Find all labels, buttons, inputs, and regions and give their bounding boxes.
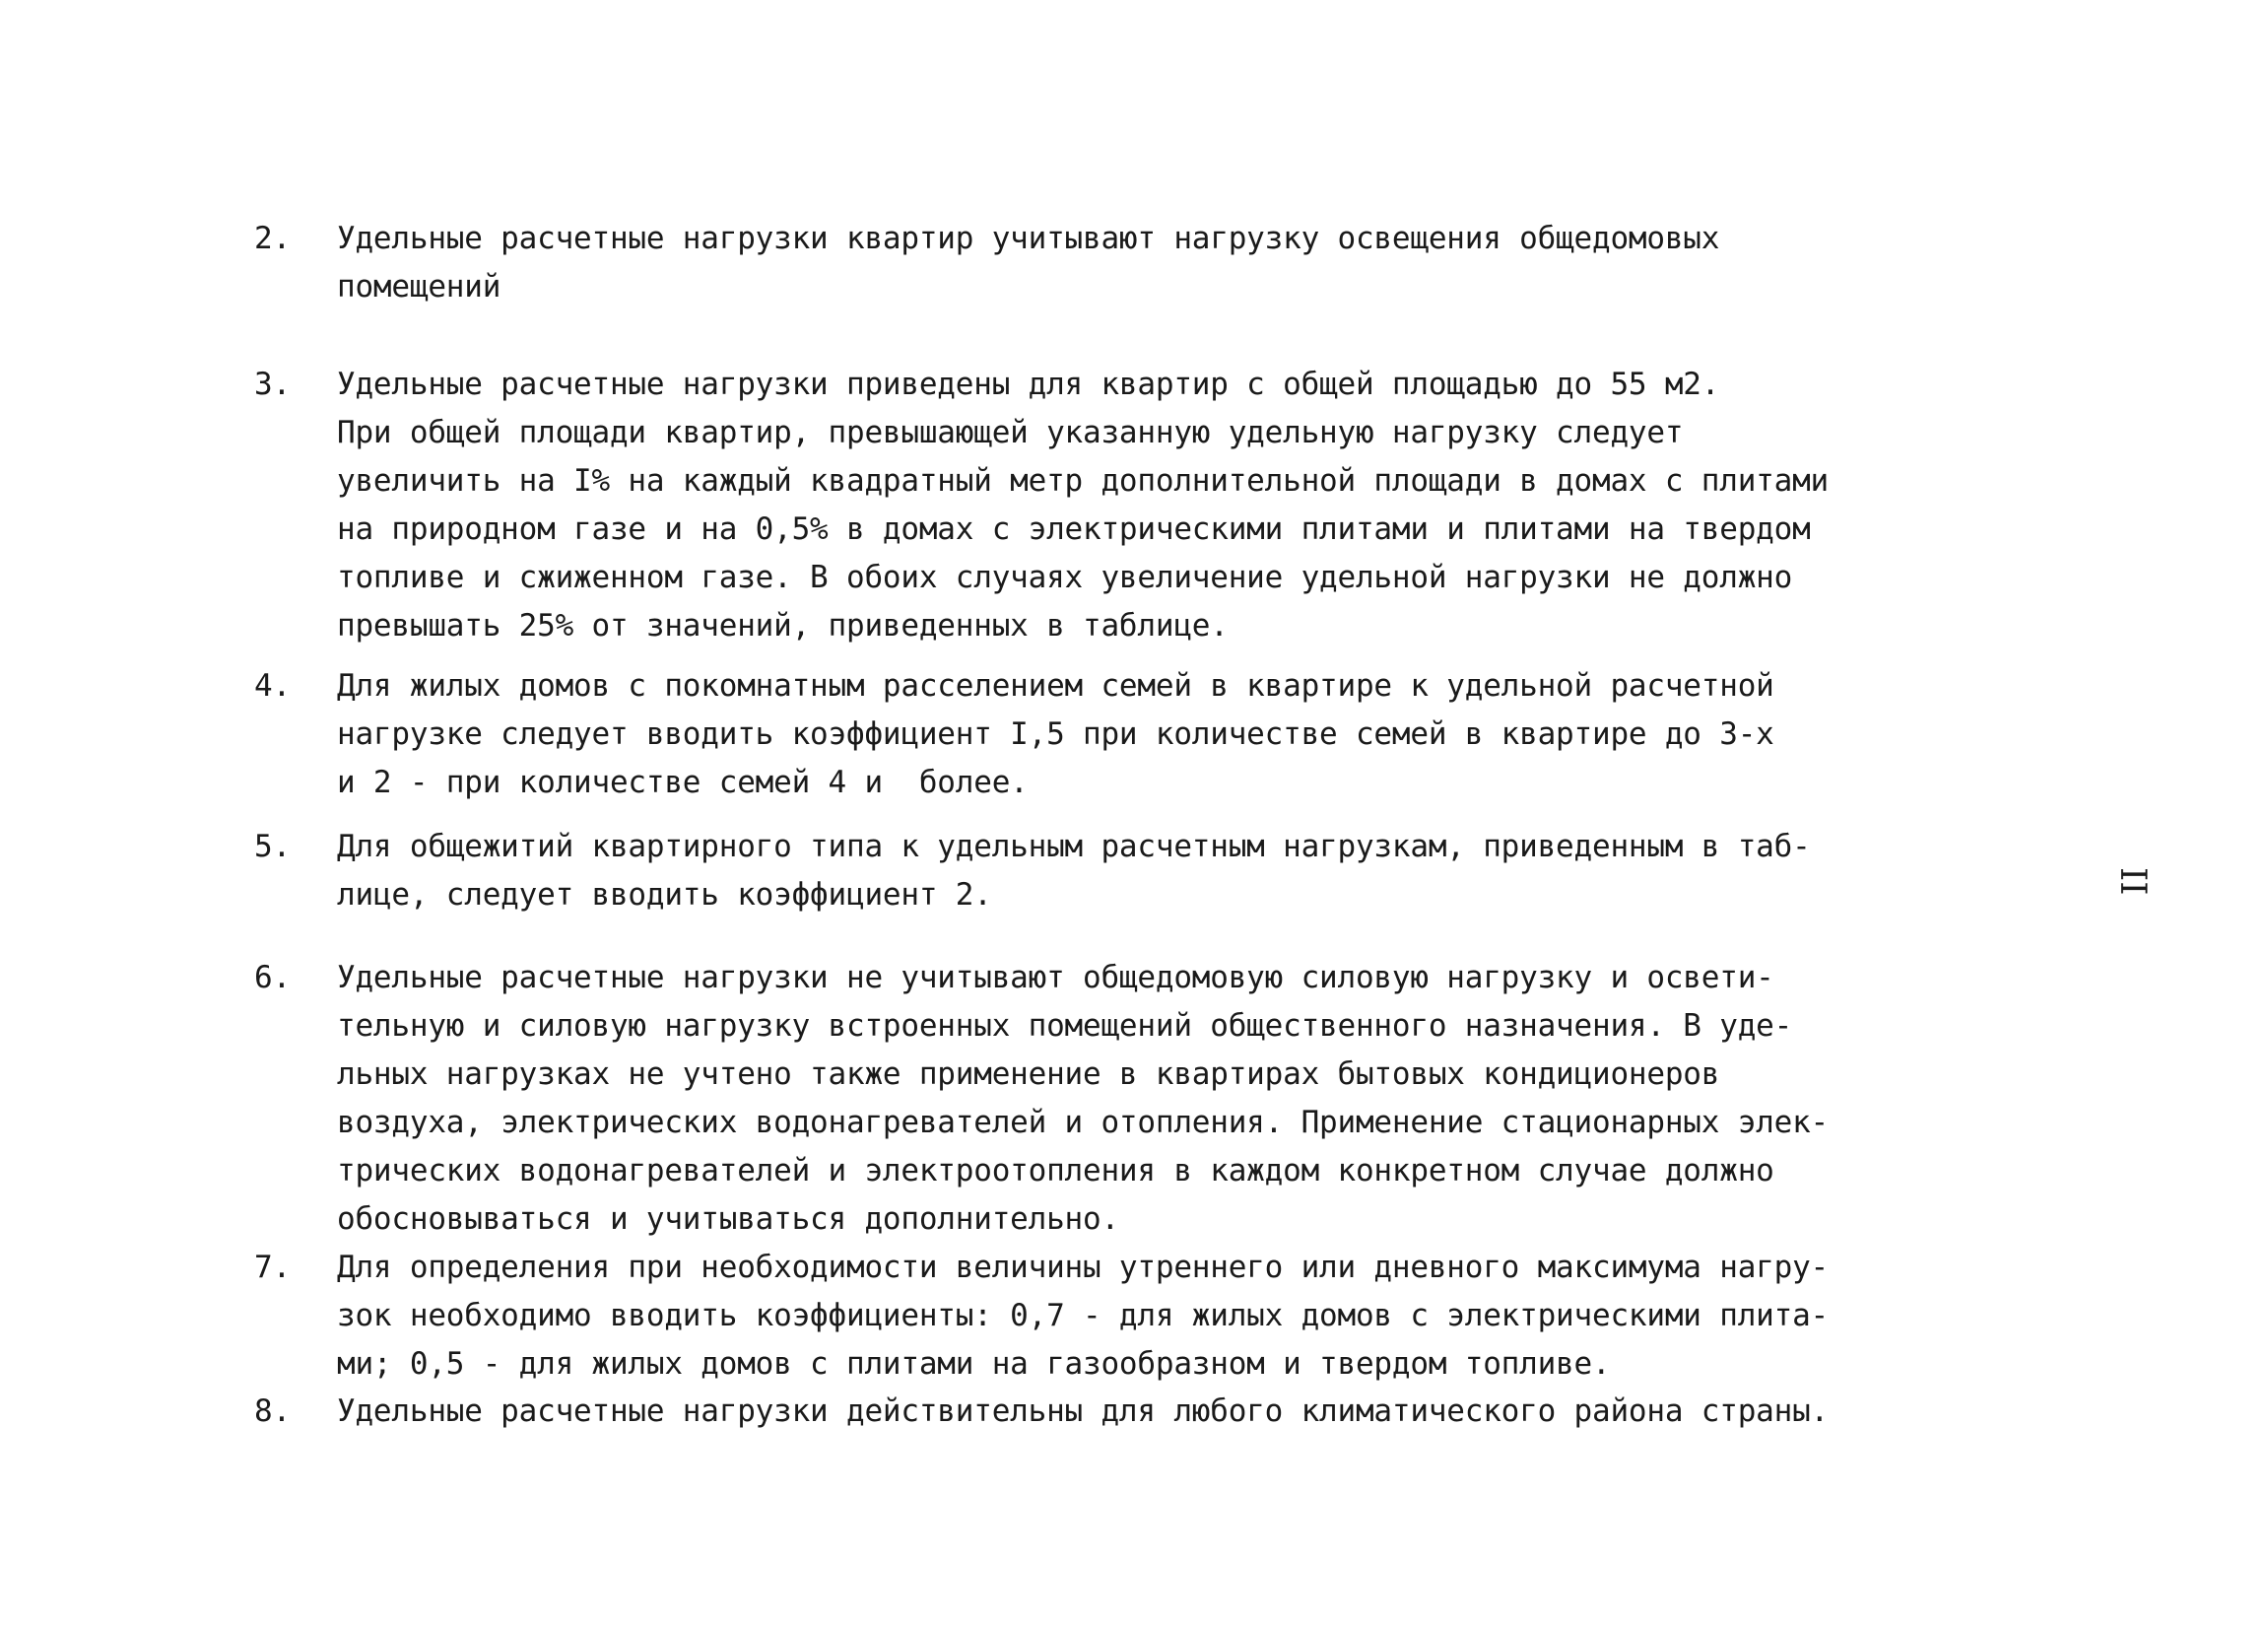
note-line: на природном газе и на 0,5% в домах с электрическими плитами и плитами на твердом (337, 511, 1811, 547)
note-line: обосновываться и учитываться дополнительно. (337, 1201, 1119, 1237)
note-line: превышать 25% от значений, приведенных в таблице. (337, 608, 1229, 644)
note-number: 8. (254, 1393, 292, 1429)
note-number: 2. (254, 221, 292, 256)
note-line: Удельные расчетные нагрузки квартир учитывают нагрузку освещения общедомовых (337, 221, 1720, 256)
note-line: Удельные расчетные нагрузки действительны для любого климатического района страны. (337, 1393, 1830, 1429)
note-line: зок необходимо вводить коэффициенты: 0,7 - для жилых домов с электрическими плита- (337, 1298, 1830, 1333)
note-line: трических водонагревателей и электроотопления в каждом конкретном случае должно (337, 1153, 1774, 1188)
note-number: 5. (254, 829, 292, 864)
note-line: При общей площади квартир, превышающей указанную удельную нагрузку следует (337, 415, 1684, 450)
note-line: воздуха, электрических водонагревателей и отопления. Применение стационарных элек- (337, 1105, 1830, 1140)
note-text (337, 823, 2012, 919)
note-line: помещений (337, 269, 501, 305)
note-line: и 2 - при количестве семей 4 и более. (337, 765, 1029, 800)
note-number: 3. (254, 367, 292, 402)
note-number: 6. (254, 960, 292, 995)
note-text (337, 954, 2012, 1244)
note-text (337, 361, 2012, 650)
note-line: лице, следует вводить коэффициент 2. (337, 877, 992, 913)
note-number: 4. (254, 668, 292, 704)
note-line: топливе и сжиженном газе. В обоих случаях увеличение удельной нагрузки не должно (337, 560, 1793, 595)
note-line: ми; 0,5 - для жилых домов с плитами на газообразном и твердом топливе. (337, 1346, 1611, 1382)
note-line: Для жилых домов с покомнатным расселением семей в квартире к удельной расчетной (337, 668, 1774, 704)
note-number: 7. (254, 1250, 292, 1285)
note-text (337, 1244, 2012, 1389)
note-line: Для определения при необходимости величины утреннего или дневного максимума нагру- (337, 1250, 1830, 1285)
note-line: тельную и силовую нагрузку встроенных помещений общественного назначения. В уде- (337, 1008, 1793, 1044)
note-text (337, 662, 2012, 807)
note-line: Для общежитий квартирного типа к удельным расчетным нагрузкам, приведенным в таб- (337, 829, 1811, 864)
note-line: увеличить на I% на каждый квадратный метр дополнительной площади в домах с плитами (337, 463, 1830, 499)
page-number: II (2112, 867, 2153, 896)
note-line: Удельные расчетные нагрузки не учитывают общедомовую силовую нагрузку и освети- (337, 960, 1774, 995)
note-line: нагрузке следует вводить коэффициент I,5 при количестве семей в квартире до 3-х (337, 716, 1774, 752)
note-line: льных нагрузках не учтено также применение в квартирах бытовых кондиционеров (337, 1056, 1720, 1092)
note-text (337, 1388, 2012, 1436)
note-line: Удельные расчетные нагрузки приведены для квартир с общей площадью до 55 м2. (337, 367, 1720, 402)
note-text (337, 215, 2012, 311)
